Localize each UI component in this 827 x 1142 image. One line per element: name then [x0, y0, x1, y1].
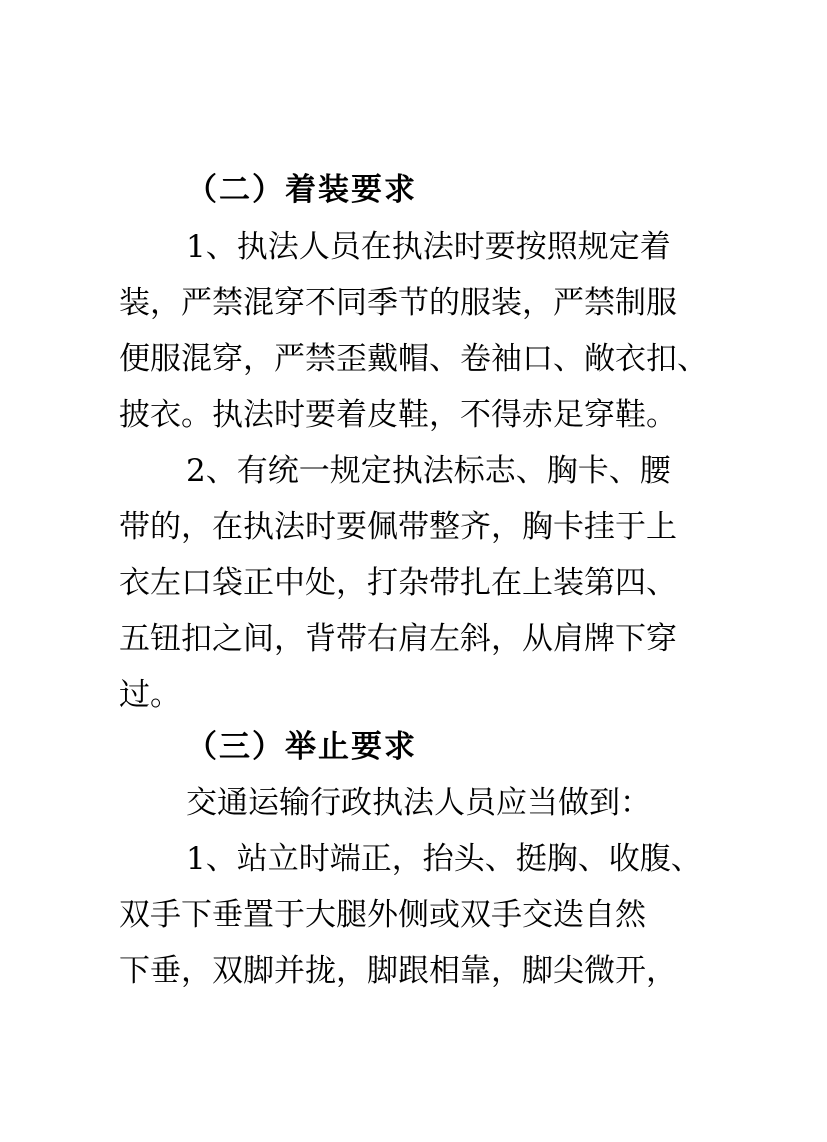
paragraph-line: 下垂，双脚并拢，脚跟相靠，脚尖微开， [119, 953, 677, 989]
paragraph-line: 五钮扣之间，背带右肩左斜，从肩牌下穿 [119, 621, 677, 657]
paragraph-line: 披衣。执法时要着皮鞋，不得赤足穿鞋。 [119, 397, 677, 433]
paragraph-line: 交通运输行政执法人员应当做到： [186, 785, 651, 821]
section-heading-conduct: （三）举止要求 [186, 729, 417, 765]
paragraph-line: 1、站立时端正，抬头、挺胸、收腹、 [186, 841, 702, 877]
paragraph-line: 装，严禁混穿不同季节的服装，严禁制服 [119, 285, 677, 321]
paragraph-line: 1、执法人员在执法时要按照规定着 [186, 229, 671, 265]
paragraph-line: 2、有统一规定执法标志、胸卡、腰 [186, 453, 671, 489]
paragraph-line: 双手下垂置于大腿外侧或双手交迭自然 [119, 897, 646, 933]
paragraph-line: 衣左口袋正中处，打杂带扎在上装第四、 [119, 565, 677, 601]
paragraph-line: 过。 [119, 677, 181, 713]
paragraph-line: 便服混穿，严禁歪戴帽、卷袖口、敞衣扣、 [119, 341, 708, 377]
section-heading-dress: （二）着装要求 [186, 172, 417, 208]
paragraph-line: 带的，在执法时要佩带整齐，胸卡挂于上 [119, 509, 677, 545]
